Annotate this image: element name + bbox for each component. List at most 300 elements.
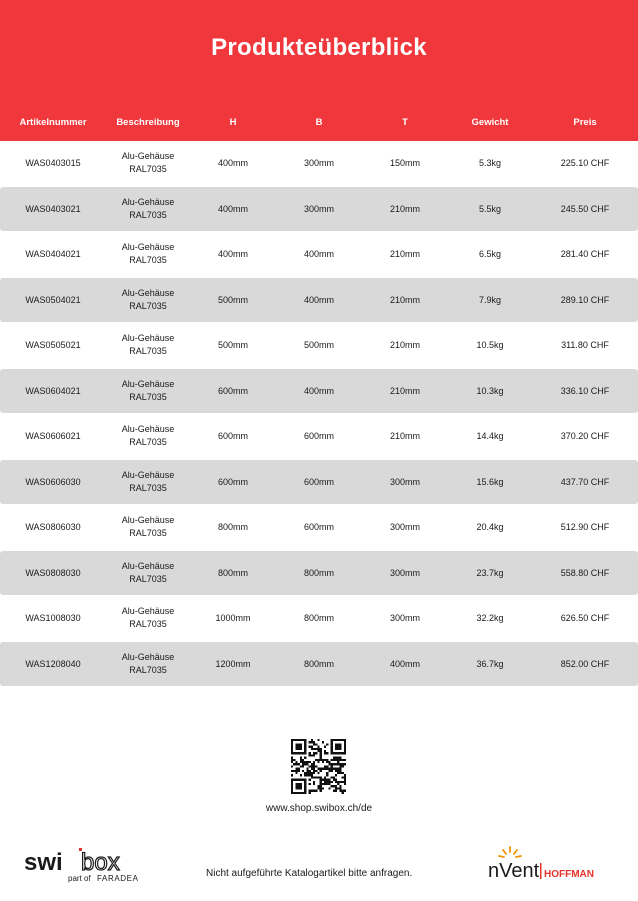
qr-module <box>302 763 304 765</box>
cell-b: 800mm <box>303 612 335 623</box>
qr-module <box>333 757 335 759</box>
qr-module <box>295 787 297 789</box>
qr-module <box>326 772 328 774</box>
cell-gewicht: 5.5kg <box>478 203 502 214</box>
qr-module <box>320 748 322 750</box>
qr-module <box>313 743 315 745</box>
qr-module <box>337 787 339 789</box>
qr-module <box>335 785 337 787</box>
qr-module <box>293 739 295 741</box>
cell-preis: 245.50 CHF <box>560 203 610 214</box>
qr-module <box>335 763 337 765</box>
qr-module <box>317 768 319 770</box>
qr-module <box>302 779 304 781</box>
qr-module <box>295 792 297 794</box>
nvent-sub: HOFFMAN <box>544 869 594 880</box>
qr-module <box>328 768 330 770</box>
qr-module <box>333 785 335 787</box>
qr-module <box>335 752 337 754</box>
cell-t: 300mm <box>389 567 421 578</box>
qr-module <box>315 748 317 750</box>
qr-module <box>324 750 326 752</box>
qr-module <box>313 765 315 767</box>
swibox-tagline-prefix: part of <box>68 874 91 883</box>
qr-module <box>339 752 341 754</box>
qr-module <box>313 741 315 743</box>
qr-module <box>317 759 319 761</box>
qr-module <box>300 779 302 781</box>
qr-module <box>291 739 293 741</box>
qr-module <box>309 741 311 743</box>
qr-module <box>317 748 319 750</box>
cell-t: 210mm <box>389 203 421 214</box>
qr-module <box>339 781 341 783</box>
cell-beschreibung <box>122 596 175 640</box>
cell-artikel: WAS0504021 <box>25 294 81 305</box>
cell-b: 400mm <box>303 248 335 259</box>
qr-module <box>302 765 304 767</box>
cell-preis: 626.50 CHF <box>560 612 610 623</box>
qr-module <box>342 759 344 761</box>
qr-module <box>304 746 306 748</box>
cell-h: 1200mm <box>215 658 251 669</box>
qr-module <box>302 739 304 741</box>
cell-b: 400mm <box>303 385 335 396</box>
qr-module <box>306 763 308 765</box>
cell-beschreibung <box>122 278 175 322</box>
qr-module <box>342 772 344 774</box>
qr-module <box>298 746 300 748</box>
cell-preis: 311.80 CHF <box>561 339 609 350</box>
qr-module <box>328 761 330 763</box>
qr-module <box>291 781 293 783</box>
qr-module <box>322 779 324 781</box>
footer-note: Nicht aufgeführte Katalogartikel bitte anfragen. <box>206 868 413 879</box>
cell-artikel: WAS1008030 <box>25 612 81 623</box>
qr-module <box>342 790 344 792</box>
qr-module <box>295 770 297 772</box>
qr-module <box>295 763 297 765</box>
cell-beschreibung-line: RAL7035 <box>129 437 167 447</box>
qr-module <box>337 783 339 785</box>
qr-module <box>291 787 293 789</box>
qr-module <box>302 761 304 763</box>
qr-module <box>328 763 330 765</box>
qr-module <box>344 781 346 783</box>
qr-module <box>331 768 333 770</box>
qr-module <box>298 785 300 787</box>
qr-module <box>322 759 324 761</box>
qr-module <box>291 783 293 785</box>
qr-module <box>293 770 295 772</box>
qr-module <box>293 752 295 754</box>
cell-preis: 512.90 CHF <box>560 521 610 532</box>
qr-module <box>342 792 344 794</box>
column-header-b: B <box>315 117 323 128</box>
cell-gewicht: 5.3kg <box>478 157 502 168</box>
qr-module <box>320 776 322 778</box>
qr-module <box>298 752 300 754</box>
qr-module <box>295 746 297 748</box>
qr-module <box>311 763 313 765</box>
qr-module <box>335 768 337 770</box>
qr-code-icon[interactable] <box>291 739 346 794</box>
qr-module <box>320 770 322 772</box>
cell-artikel: WAS0403015 <box>25 157 81 168</box>
qr-module <box>304 785 306 787</box>
qr-module <box>315 743 317 745</box>
qr-module <box>333 776 335 778</box>
qr-module <box>315 752 317 754</box>
cell-artikel: WAS0606030 <box>25 476 81 487</box>
qr-module <box>309 754 311 756</box>
qr-module <box>304 781 306 783</box>
qr-module <box>300 792 302 794</box>
cell-gewicht: 14.4kg <box>476 430 504 441</box>
cell-preis: 225.10 CHF <box>560 157 610 168</box>
cell-b: 400mm <box>303 294 335 305</box>
qr-module <box>335 746 337 748</box>
qr-module <box>313 748 315 750</box>
qr-module <box>335 774 337 776</box>
cell-t: 210mm <box>389 294 421 305</box>
cell-beschreibung-line: RAL7035 <box>129 301 167 311</box>
nvent-brand: nVent <box>488 860 540 882</box>
cell-t: 400mm <box>389 658 421 669</box>
qr-module <box>309 761 311 763</box>
qr-module <box>311 776 313 778</box>
qr-module <box>293 763 295 765</box>
qr-module <box>342 763 344 765</box>
qr-module <box>309 752 311 754</box>
cell-t: 300mm <box>389 476 421 487</box>
qr-module <box>320 754 322 756</box>
qr-module <box>313 776 315 778</box>
qr-module <box>337 748 339 750</box>
qr-module <box>311 754 313 756</box>
qr-module <box>311 765 313 767</box>
qr-module <box>311 741 313 743</box>
qr-module <box>295 748 297 750</box>
cell-b: 800mm <box>303 567 335 578</box>
qr-module <box>309 772 311 774</box>
qr-module <box>333 768 335 770</box>
cell-gewicht: 15.6kg <box>476 476 504 487</box>
cell-beschreibung <box>122 187 175 231</box>
qr-module <box>344 779 346 781</box>
qr-module <box>322 741 324 743</box>
cell-h: 600mm <box>217 430 249 441</box>
qr-module <box>339 743 341 745</box>
qr-module <box>324 759 326 761</box>
cell-artikel: WAS1208040 <box>25 658 81 669</box>
qr-module <box>298 748 300 750</box>
qr-module <box>298 743 300 745</box>
qr-module <box>335 787 337 789</box>
qr-module <box>328 770 330 772</box>
qr-module <box>326 779 328 781</box>
qr-module <box>324 781 326 783</box>
qr-module <box>317 787 319 789</box>
qr-module <box>304 792 306 794</box>
qr-module <box>335 770 337 772</box>
qr-module <box>333 790 335 792</box>
qr-module <box>313 783 315 785</box>
qr-module <box>339 739 341 741</box>
qr-module <box>291 765 293 767</box>
qr-module <box>306 770 308 772</box>
qr-module <box>313 763 315 765</box>
cell-beschreibung-line: RAL7035 <box>129 210 167 220</box>
qr-module <box>328 779 330 781</box>
qr-module <box>300 785 302 787</box>
qr-module <box>304 757 306 759</box>
cell-h: 400mm <box>217 157 249 168</box>
qr-module <box>344 748 346 750</box>
qr-module <box>304 783 306 785</box>
qr-module <box>326 759 328 761</box>
qr-module <box>291 790 293 792</box>
cell-h: 800mm <box>217 567 249 578</box>
qr-module <box>344 746 346 748</box>
cell-b: 600mm <box>303 521 335 532</box>
table-row <box>0 141 638 185</box>
cell-artikel: WAS0808030 <box>25 567 81 578</box>
column-header-gewicht: Gewicht <box>471 117 509 128</box>
qr-module <box>295 783 297 785</box>
qr-module <box>304 790 306 792</box>
cell-t: 300mm <box>389 521 421 532</box>
qr-module <box>320 787 322 789</box>
cell-beschreibung-line: RAL7035 <box>129 346 167 356</box>
qr-module <box>339 772 341 774</box>
qr-module <box>337 781 339 783</box>
nvent-spark-icon <box>499 847 521 857</box>
qr-module <box>309 783 311 785</box>
qr-module <box>311 768 313 770</box>
qr-module <box>339 790 341 792</box>
qr-module <box>339 748 341 750</box>
cell-beschreibung-line: Alu-Gehäuse <box>121 470 175 480</box>
cell-preis: 852.00 CHF <box>560 658 610 669</box>
qr-module <box>335 790 337 792</box>
cell-gewicht: 6.5kg <box>478 248 502 259</box>
qr-module <box>309 779 311 781</box>
qr-module <box>311 774 313 776</box>
cell-preis: 370.20 CHF <box>560 430 610 441</box>
qr-module <box>320 790 322 792</box>
qr-module <box>337 743 339 745</box>
qr-module <box>339 763 341 765</box>
qr-module <box>337 763 339 765</box>
shop-url-link[interactable]: www.shop.swibox.ch/de <box>265 803 373 814</box>
qr-module <box>342 781 344 783</box>
column-header-beschreibung: Beschreibung <box>116 117 180 128</box>
cell-gewicht: 10.5kg <box>476 339 504 350</box>
qr-module <box>317 750 319 752</box>
qr-module <box>337 772 339 774</box>
qr-module <box>291 759 293 761</box>
swibox-logo <box>24 846 140 886</box>
swibox-tagline-brand: FARADEA <box>97 874 139 883</box>
qr-module <box>302 752 304 754</box>
cell-beschreibung-line: RAL7035 <box>129 483 167 493</box>
qr-module <box>291 743 293 745</box>
qr-module <box>300 765 302 767</box>
qr-module <box>337 739 339 741</box>
cell-gewicht: 23.7kg <box>476 567 504 578</box>
qr-module <box>326 761 328 763</box>
cell-t: 300mm <box>389 612 421 623</box>
qr-module <box>291 750 293 752</box>
qr-module <box>339 757 341 759</box>
qr-module <box>311 772 313 774</box>
qr-module <box>337 757 339 759</box>
cell-preis: 437.70 CHF <box>560 476 610 487</box>
qr-module <box>317 746 319 748</box>
qr-module <box>344 759 346 761</box>
qr-module <box>342 739 344 741</box>
table-row <box>0 278 638 322</box>
qr-module <box>331 785 333 787</box>
qr-module <box>295 752 297 754</box>
qr-module <box>320 779 322 781</box>
cell-h: 400mm <box>217 248 249 259</box>
qr-module <box>324 776 326 778</box>
qr-module <box>320 752 322 754</box>
qr-module <box>339 770 341 772</box>
qr-module <box>331 781 333 783</box>
qr-module <box>291 741 293 743</box>
qr-module <box>342 765 344 767</box>
qr-module <box>291 752 293 754</box>
qr-module <box>306 768 308 770</box>
cell-gewicht: 10.3kg <box>476 385 504 396</box>
table-row <box>0 323 638 367</box>
cell-beschreibung <box>122 369 175 413</box>
cell-gewicht: 20.4kg <box>476 521 504 532</box>
qr-module <box>306 772 308 774</box>
qr-module <box>326 752 328 754</box>
cell-gewicht: 32.2kg <box>476 612 504 623</box>
column-header-t: T <box>402 117 408 128</box>
qr-module <box>342 752 344 754</box>
cell-beschreibung-line: RAL7035 <box>129 528 167 538</box>
qr-module <box>335 748 337 750</box>
cell-t: 210mm <box>389 385 421 396</box>
swibox-brand-swi: swi <box>24 849 63 876</box>
qr-module <box>300 759 302 761</box>
cell-b: 600mm <box>303 430 335 441</box>
qr-module <box>326 765 328 767</box>
table-row <box>0 551 638 595</box>
qr-module <box>317 772 319 774</box>
qr-module <box>315 765 317 767</box>
qr-module <box>306 761 308 763</box>
qr-module <box>293 792 295 794</box>
cell-beschreibung-line: Alu-Gehäuse <box>121 242 175 252</box>
qr-module <box>295 768 297 770</box>
qr-module <box>337 746 339 748</box>
qr-module <box>311 739 313 741</box>
qr-module <box>315 759 317 761</box>
qr-module <box>304 787 306 789</box>
qr-module <box>298 792 300 794</box>
cell-beschreibung <box>122 323 175 367</box>
qr-module <box>344 783 346 785</box>
qr-module <box>324 768 326 770</box>
qr-module <box>344 776 346 778</box>
cell-h: 500mm <box>217 339 249 350</box>
qr-module <box>339 759 341 761</box>
qr-module <box>291 757 293 759</box>
column-header-h: H <box>229 117 237 128</box>
qr-module <box>322 783 324 785</box>
qr-module <box>311 790 313 792</box>
cell-h: 1000mm <box>215 612 251 623</box>
cell-preis: 558.80 CHF <box>560 567 610 578</box>
qr-module <box>315 790 317 792</box>
qr-module <box>313 768 315 770</box>
cell-t: 210mm <box>389 248 421 259</box>
qr-module <box>291 770 293 772</box>
qr-module <box>293 779 295 781</box>
qr-module <box>304 774 306 776</box>
qr-module <box>320 750 322 752</box>
qr-module <box>309 765 311 767</box>
cell-beschreibung <box>122 414 175 458</box>
qr-module <box>331 741 333 743</box>
qr-module <box>324 752 326 754</box>
qr-module <box>331 746 333 748</box>
cell-beschreibung-line: RAL7035 <box>129 574 167 584</box>
qr-module <box>291 748 293 750</box>
cell-preis: 281.40 CHF <box>560 248 610 259</box>
qr-module <box>326 768 328 770</box>
qr-module <box>300 757 302 759</box>
qr-module <box>291 779 293 781</box>
cell-h: 600mm <box>217 476 249 487</box>
column-header-preis: Preis <box>573 117 597 128</box>
qr-module <box>291 785 293 787</box>
cell-beschreibung-line: RAL7035 <box>129 619 167 629</box>
cell-preis: 336.10 CHF <box>560 385 610 396</box>
qr-module <box>302 792 304 794</box>
qr-module <box>337 752 339 754</box>
qr-module <box>304 772 306 774</box>
cell-gewicht: 7.9kg <box>478 294 502 305</box>
qr-module <box>304 752 306 754</box>
nvent-divider <box>540 863 542 879</box>
qr-module <box>295 739 297 741</box>
qr-module <box>304 748 306 750</box>
qr-module <box>328 783 330 785</box>
qr-module <box>304 761 306 763</box>
cell-beschreibung-line: Alu-Gehäuse <box>121 606 175 616</box>
qr-module <box>335 757 337 759</box>
qr-module <box>333 763 335 765</box>
qr-module <box>313 772 315 774</box>
qr-module <box>324 765 326 767</box>
qr-module <box>313 770 315 772</box>
qr-module <box>317 739 319 741</box>
cell-beschreibung <box>122 141 175 185</box>
qr-module <box>304 743 306 745</box>
qr-module <box>320 785 322 787</box>
qr-module <box>306 774 308 776</box>
qr-module <box>344 763 346 765</box>
qr-module <box>309 770 311 772</box>
